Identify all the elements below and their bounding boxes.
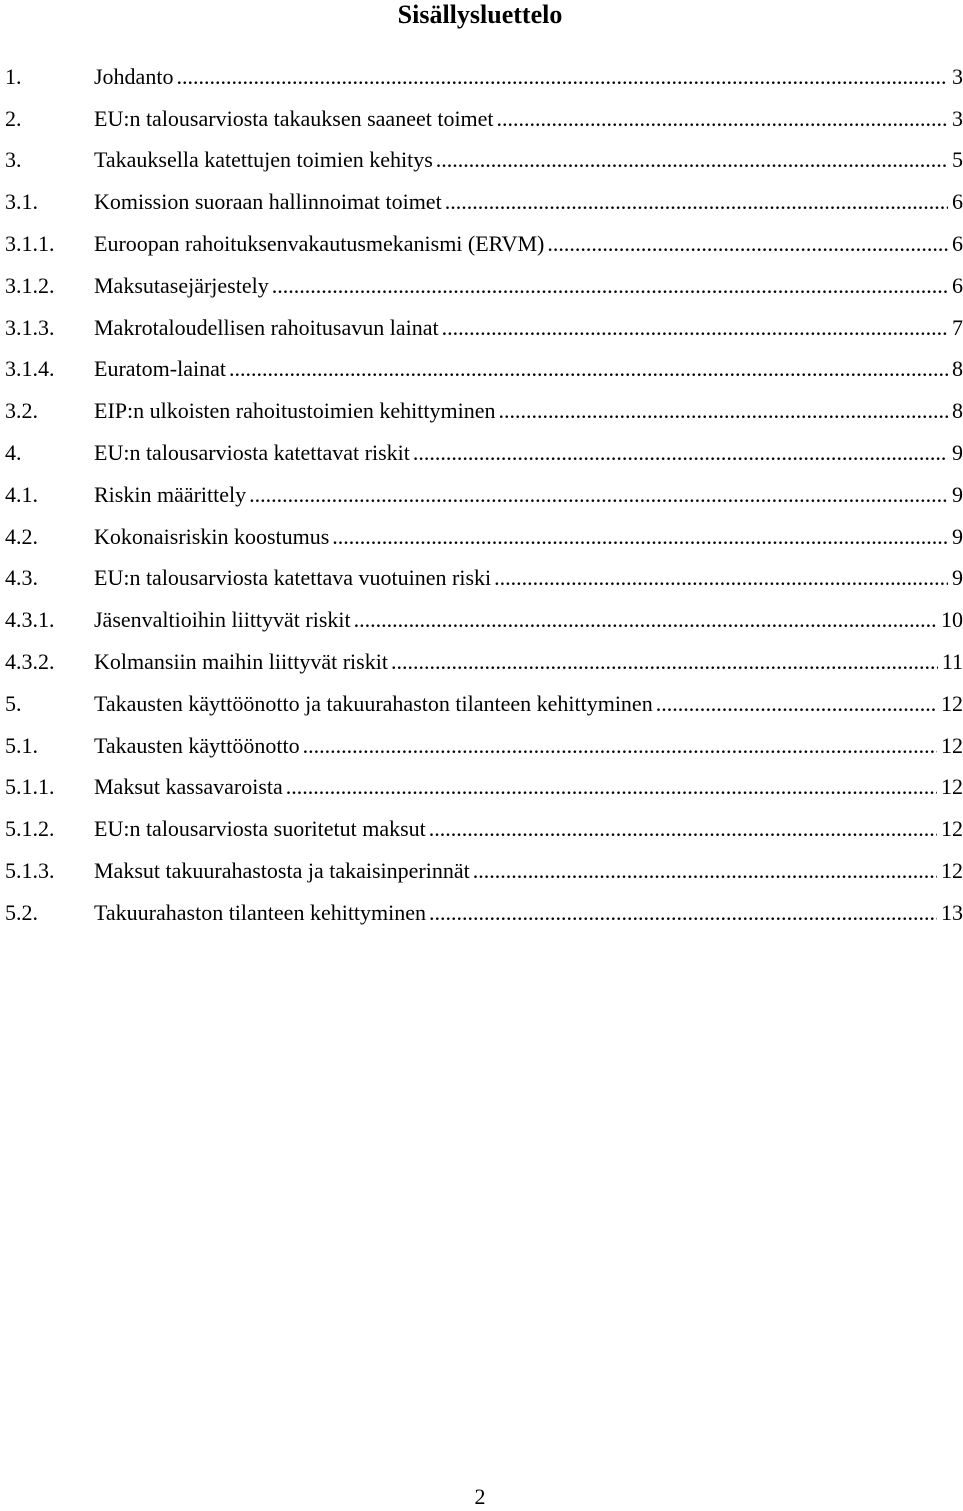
toc-dot-leader bbox=[269, 272, 948, 300]
toc-dot-leader bbox=[426, 815, 937, 843]
toc-entry-page: 3 bbox=[952, 105, 963, 131]
toc-entry-number: 5.1. bbox=[5, 732, 38, 758]
toc-entry[interactable] bbox=[5, 683, 963, 725]
toc-entry[interactable] bbox=[5, 56, 963, 98]
toc-dot-leader bbox=[283, 773, 937, 801]
toc-entry[interactable] bbox=[5, 725, 963, 767]
toc-entry-page: 8 bbox=[952, 398, 963, 424]
toc-entry[interactable] bbox=[5, 767, 963, 809]
toc-entry-title: Komission suoraan hallinnoimat toimet bbox=[94, 189, 442, 215]
toc-entry[interactable] bbox=[5, 349, 963, 391]
toc-entry-number: 3.1.2. bbox=[5, 272, 55, 298]
toc-entry-page: 13 bbox=[941, 899, 963, 925]
toc-dot-leader bbox=[439, 314, 948, 342]
toc-entry-page: 11 bbox=[941, 649, 963, 675]
toc-entry[interactable] bbox=[5, 850, 963, 892]
toc-entry[interactable] bbox=[5, 307, 963, 349]
toc-entry-title: Makrotaloudellisen rahoitusavun lainat bbox=[94, 314, 439, 340]
toc-entry-number: 4.3. bbox=[5, 565, 38, 591]
toc-dot-leader bbox=[653, 690, 937, 718]
toc-entry-number: 3.1.3. bbox=[5, 314, 55, 340]
toc-dot-leader bbox=[470, 857, 937, 885]
toc-entry-number: 1. bbox=[5, 63, 22, 89]
toc-entry-title: Johdanto bbox=[94, 63, 174, 89]
toc-entry-number: 3. bbox=[5, 147, 22, 173]
toc-entry-page: 6 bbox=[952, 231, 963, 257]
toc-dot-leader bbox=[442, 188, 948, 216]
toc-entry-title: Jäsenvaltioihin liittyvät riskit bbox=[94, 607, 351, 633]
toc-entry-title: EU:n talousarviosta suoritetut maksut bbox=[94, 816, 426, 842]
toc-entry[interactable] bbox=[5, 432, 963, 474]
toc-entry-title: Riskin määrittely bbox=[94, 481, 247, 507]
toc-entry-page: 9 bbox=[952, 523, 963, 549]
toc-dot-leader bbox=[300, 732, 937, 760]
toc-entry-page: 6 bbox=[952, 272, 963, 298]
toc-dot-leader bbox=[491, 564, 948, 592]
toc-entry-title: EIP:n ulkoisten rahoitustoimien kehittyminen bbox=[94, 398, 496, 424]
toc-entry-page: 5 bbox=[952, 147, 963, 173]
toc-entry-number: 4.3.1. bbox=[5, 607, 55, 633]
toc-entry-number: 2. bbox=[5, 105, 22, 131]
toc-entry[interactable] bbox=[5, 892, 963, 934]
toc-entry-title: Takausten käyttöönotto ja takuurahaston tilanteen kehittyminen bbox=[94, 690, 653, 716]
toc-entry-number: 3.1. bbox=[5, 189, 38, 215]
toc-entry-title: Takuurahaston tilanteen kehittyminen bbox=[94, 899, 427, 925]
toc-entry-number: 4. bbox=[5, 440, 22, 466]
toc-entry[interactable] bbox=[5, 223, 963, 265]
toc-entry-title: EU:n talousarviosta katettava vuotuinen riski bbox=[94, 565, 492, 591]
toc-entry[interactable] bbox=[5, 474, 963, 516]
toc-entry-page: 12 bbox=[941, 690, 963, 716]
toc-entry[interactable] bbox=[5, 558, 963, 600]
toc-dot-leader bbox=[173, 63, 948, 91]
toc-entry-number: 4.3.2. bbox=[5, 649, 55, 675]
toc-entry-number: 5.1.2. bbox=[5, 816, 55, 842]
toc-entry[interactable] bbox=[5, 390, 963, 432]
toc-entry-number: 5. bbox=[5, 690, 22, 716]
toc-entry-page: 8 bbox=[952, 356, 963, 382]
toc-entry-title: Kolmansiin maihin liittyvät riskit bbox=[94, 649, 388, 675]
toc-entry[interactable] bbox=[5, 140, 963, 182]
toc-entry-title: Maksutasejärjestely bbox=[94, 272, 269, 298]
toc-entry[interactable] bbox=[5, 641, 963, 683]
toc-dot-leader bbox=[410, 439, 948, 467]
toc-entry-title: Maksut kassavaroista bbox=[94, 774, 283, 800]
toc-entry-page: 12 bbox=[941, 858, 963, 884]
toc-entry-page: 9 bbox=[952, 440, 963, 466]
toc-entry[interactable] bbox=[5, 265, 963, 307]
toc-entry-title: Euratom-lainat bbox=[94, 356, 226, 382]
toc-entry-number: 3.1.4. bbox=[5, 356, 55, 382]
toc-entry-title: Takausten käyttöönotto bbox=[94, 732, 300, 758]
toc-entry-page: 12 bbox=[941, 816, 963, 842]
toc-entry-title: Takauksella katettujen toimien kehitys bbox=[94, 147, 433, 173]
toc-entry-number: 3.1.1. bbox=[5, 231, 55, 257]
toc-dot-leader bbox=[426, 899, 937, 927]
toc-entry-title: Maksut takuurahastosta ja takaisinperinnät bbox=[94, 858, 470, 884]
toc-entry-page: 10 bbox=[941, 607, 963, 633]
toc-entry[interactable] bbox=[5, 516, 963, 558]
toc-entry-title: EU:n talousarviosta katettavat riskit bbox=[94, 440, 410, 466]
toc-entry-number: 5.1.1. bbox=[5, 774, 55, 800]
toc-dot-leader bbox=[351, 606, 937, 634]
page-number: 2 bbox=[474, 1484, 486, 1509]
toc-entry-page: 12 bbox=[941, 732, 963, 758]
toc-dot-leader bbox=[329, 523, 948, 551]
toc-entry-page: 9 bbox=[952, 565, 963, 591]
toc-dot-leader bbox=[226, 355, 948, 383]
toc-entry-number: 5.1.3. bbox=[5, 858, 55, 884]
toc-dot-leader bbox=[246, 481, 948, 509]
toc-entry-number: 4.2. bbox=[5, 523, 38, 549]
toc-entry[interactable] bbox=[5, 808, 963, 850]
toc-entry-number: 3.2. bbox=[5, 398, 38, 424]
toc-entry-title: Kokonaisriskin koostumus bbox=[94, 523, 330, 549]
toc-dot-leader bbox=[544, 230, 948, 258]
toc-entry-number: 5.2. bbox=[5, 899, 38, 925]
toc-dot-leader bbox=[494, 105, 948, 133]
toc-entry-page: 9 bbox=[952, 481, 963, 507]
page-title: Sisällysluettelo bbox=[397, 0, 563, 29]
toc-entry-page: 6 bbox=[952, 189, 963, 215]
table-of-contents bbox=[5, 56, 963, 934]
toc-entry-page: 12 bbox=[941, 774, 963, 800]
toc-entry[interactable] bbox=[5, 599, 963, 641]
toc-entry[interactable] bbox=[5, 98, 963, 140]
toc-entry-page: 7 bbox=[952, 314, 963, 340]
toc-dot-leader bbox=[495, 397, 948, 425]
toc-dot-leader bbox=[433, 146, 948, 174]
toc-entry-title: EU:n talousarviosta takauksen saaneet toimet bbox=[94, 105, 494, 131]
toc-entry-page: 3 bbox=[952, 63, 963, 89]
toc-entry-title: Euroopan rahoituksenvakautusmekanismi (ERVM) bbox=[94, 231, 545, 257]
toc-entry-number: 4.1. bbox=[5, 481, 38, 507]
toc-entry[interactable] bbox=[5, 181, 963, 223]
toc-dot-leader bbox=[388, 648, 938, 676]
